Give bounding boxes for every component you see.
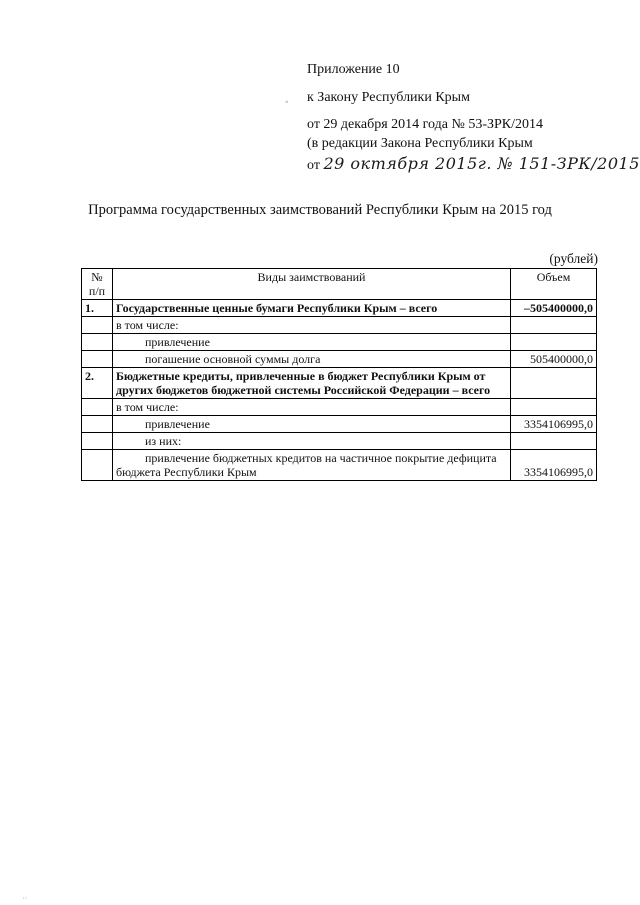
table-row (82, 351, 597, 368)
row-number: 2. (82, 368, 113, 399)
row-label: Бюджетные кредиты, привлеченные в бюджет Республики Крым от других бюджетов бюджетной системы Российской Федерации – всего (113, 368, 511, 399)
scan-mark: ·· (22, 894, 28, 903)
header-amount: Объем (511, 269, 597, 300)
law-date-number: от 29 декабря 2014 года № 53-ЗРК/2014 (307, 117, 544, 132)
edition-note: (в редакции Закона Республики Крым (307, 136, 533, 151)
appendix-number: Приложение 10 (307, 62, 400, 77)
header-num: № п/п (82, 269, 113, 300)
row-amount (511, 433, 597, 450)
row-label: в том числе: (113, 399, 511, 416)
row-amount (511, 368, 597, 399)
table-row (82, 300, 597, 317)
row-amount: 3354106995,0 (511, 416, 597, 433)
table-body (82, 300, 597, 481)
table-row (82, 416, 597, 433)
document-title: Программа государственных заимствований Республики Крым на 2015 год (88, 202, 552, 218)
row-amount (511, 399, 597, 416)
row-amount (511, 334, 597, 351)
row-label: погашение основной суммы долга (113, 351, 511, 368)
handwritten-date-signature: 29 октября 2015г. № 151-ЗРК/2015 (323, 154, 640, 173)
row-number (82, 334, 113, 351)
table-row (82, 450, 597, 481)
row-amount: 3354106995,0 (511, 450, 597, 481)
table-header-row (82, 269, 597, 300)
row-label: Государственные ценные бумаги Республики Крым – всего (113, 300, 511, 317)
law-reference: к Закону Республики Крым (307, 90, 470, 105)
row-amount (511, 317, 597, 334)
edition-date-line (307, 154, 640, 174)
row-number (82, 399, 113, 416)
table-row (82, 433, 597, 450)
table-row (82, 399, 597, 416)
row-amount: –505400000,0 (511, 300, 597, 317)
row-number: 1. (82, 300, 113, 317)
row-label: привлечение бюджетных кредитов на частичное покрытие дефицита бюджета Республики Крым (113, 450, 511, 481)
row-label: привлечение (113, 334, 511, 351)
header-type: Виды заимствований (113, 269, 511, 300)
table-row (82, 317, 597, 334)
row-label: из них: (113, 433, 511, 450)
margin-mark: ◦ (285, 97, 289, 108)
row-number (82, 351, 113, 368)
row-number (82, 317, 113, 334)
table-row (82, 334, 597, 351)
row-number (82, 450, 113, 481)
row-number (82, 416, 113, 433)
unit-label: (рублей) (549, 251, 598, 266)
edition-date-prefix: от (307, 158, 320, 173)
row-label: в том числе: (113, 317, 511, 334)
borrowing-table (81, 268, 597, 481)
table-row (82, 368, 597, 399)
row-amount: 505400000,0 (511, 351, 597, 368)
row-number (82, 433, 113, 450)
row-label: привлечение (113, 416, 511, 433)
